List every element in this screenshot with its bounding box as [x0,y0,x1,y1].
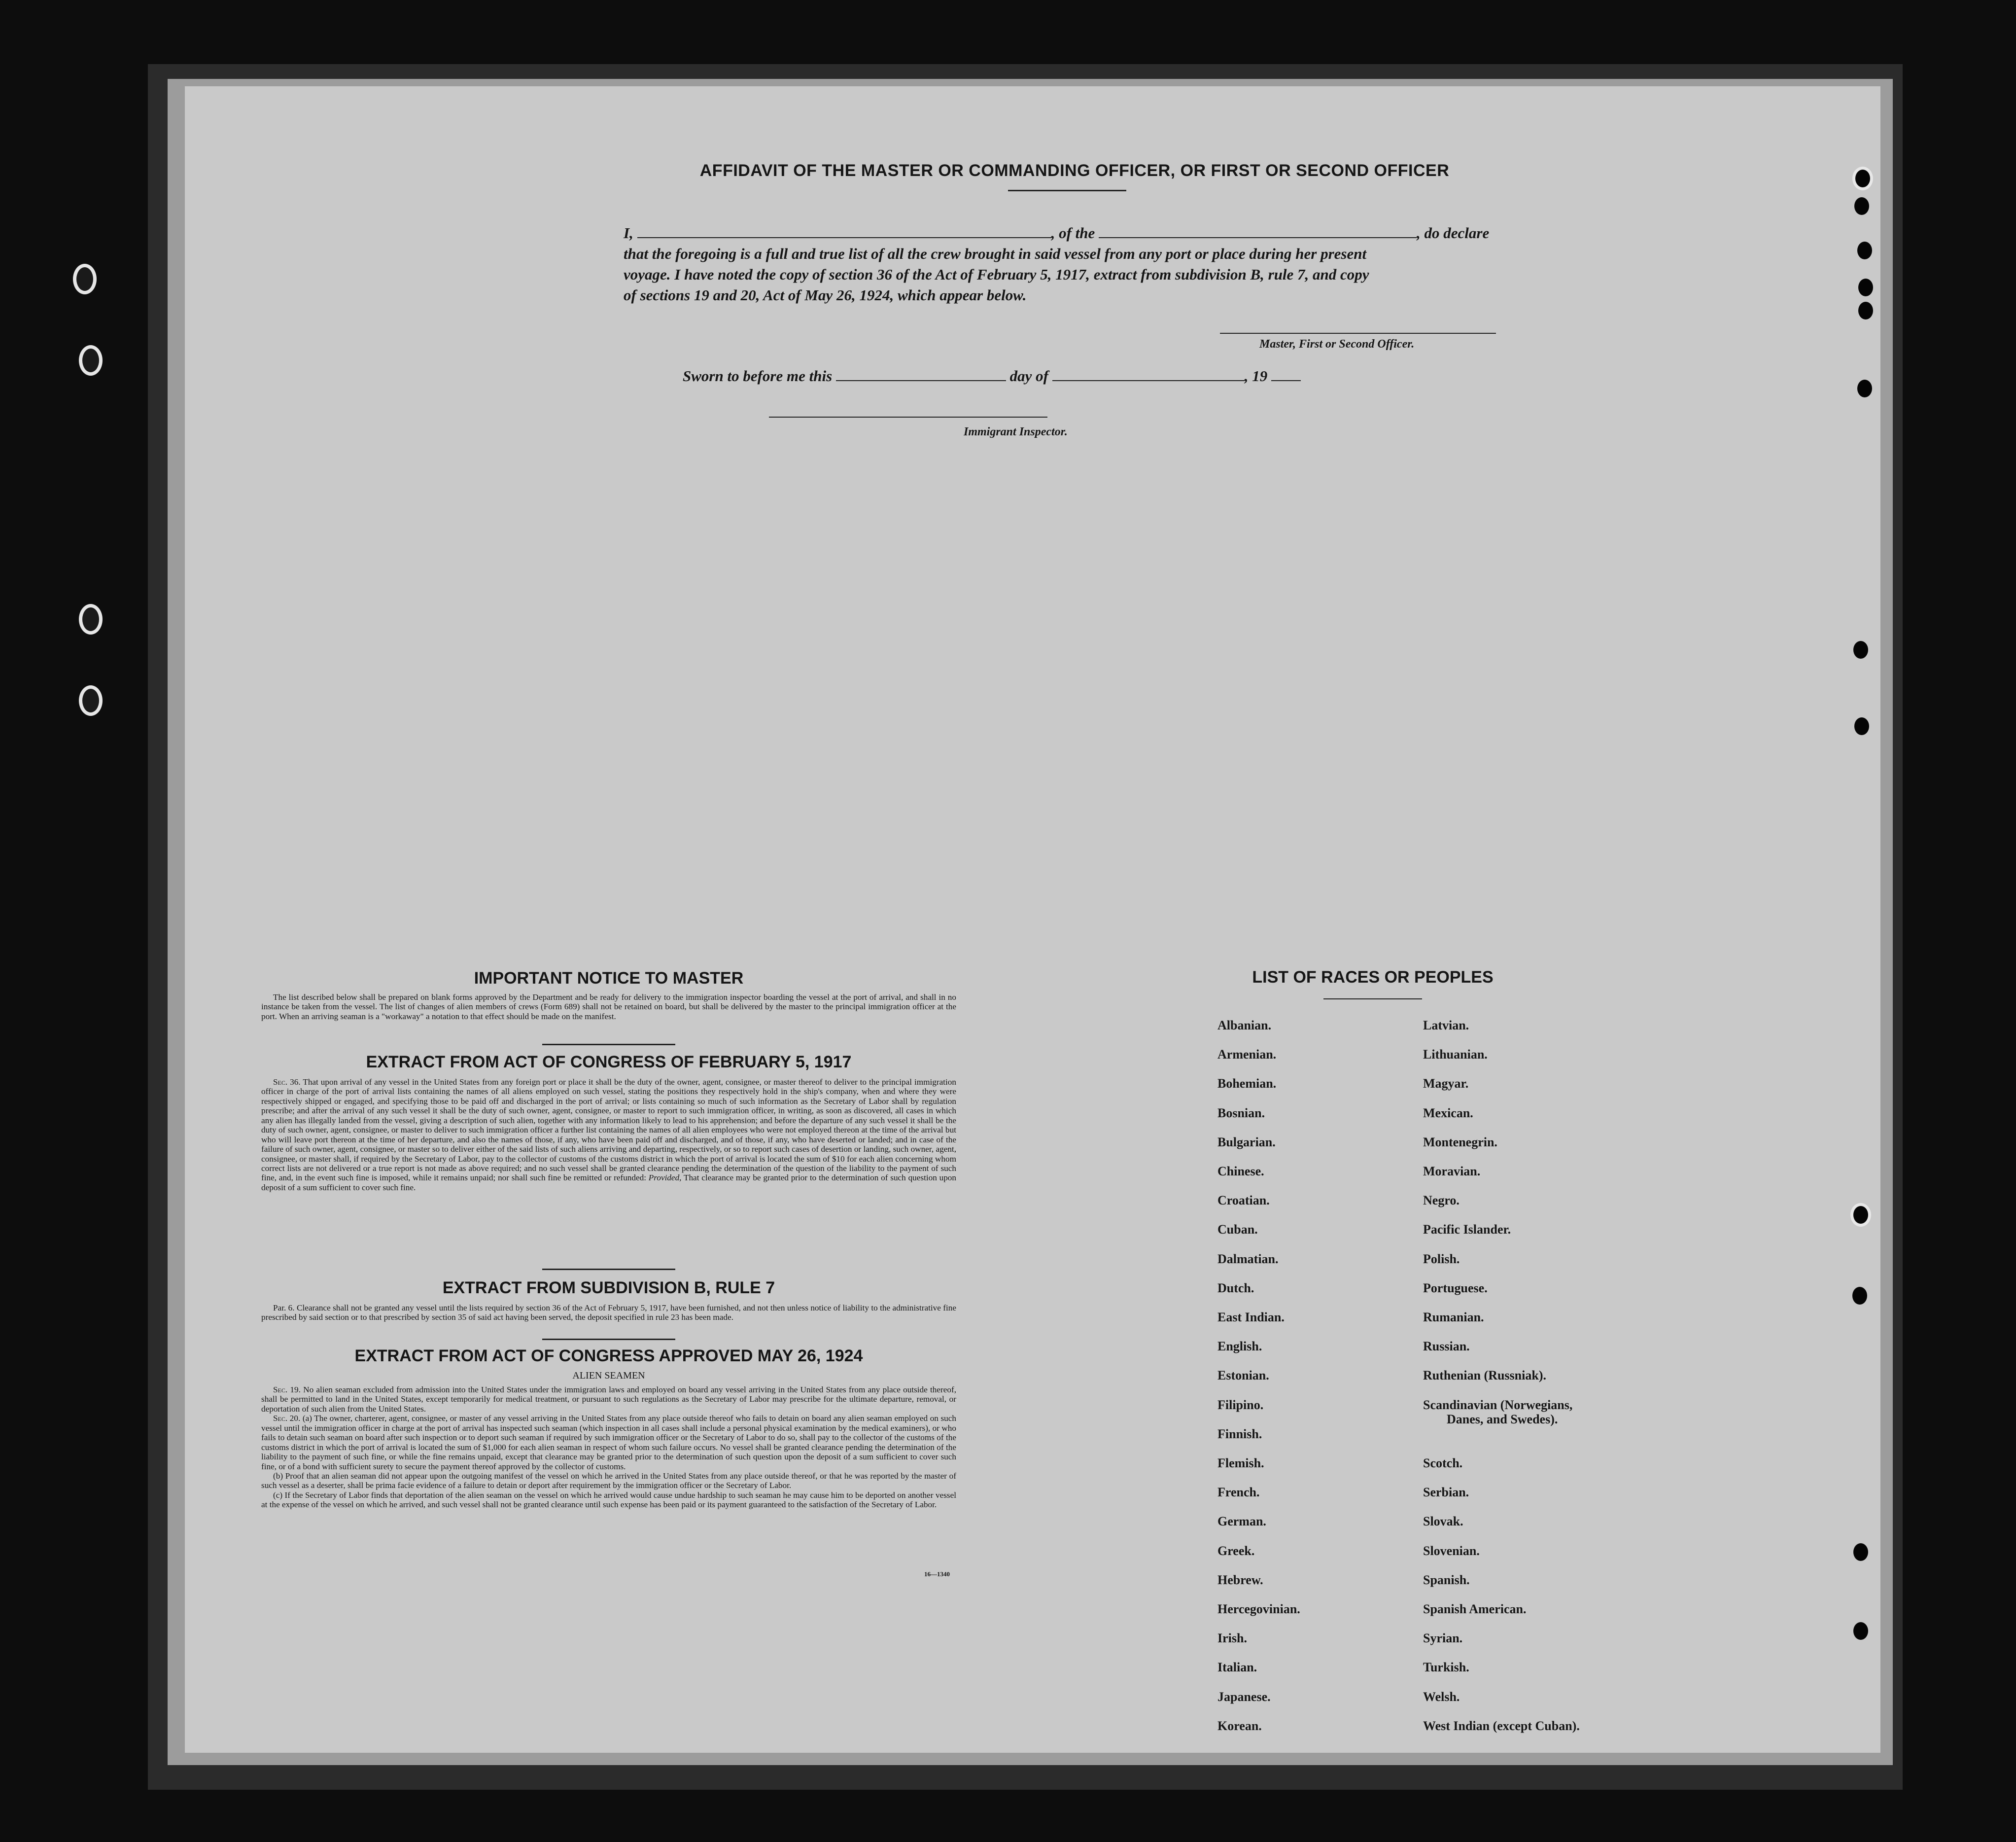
race-item: English. [1217,1339,1262,1354]
punch-hole [1857,242,1872,259]
sworn-text: Sworn to before me this [683,367,833,385]
sec-36-label: Sec. 36. [273,1077,301,1087]
title-rule [1008,190,1126,191]
race-item: Armenian. [1217,1047,1277,1062]
affidavit-line-1 [624,224,1489,242]
rule-7-title: EXTRACT FROM SUBDIVISION B, RULE 7 [442,1278,775,1297]
race-item: Negro. [1423,1193,1460,1208]
race-item: Syrian. [1423,1631,1463,1646]
sworn-day-of: day of [1009,367,1048,385]
race-item: Irish. [1217,1631,1247,1646]
sworn-year-blank [1271,380,1301,381]
affidavit-title: AFFIDAVIT OF THE MASTER OR COMMANDING OFFICER, OR FIRST OR SECOND OFFICER [699,161,1450,180]
race-item: Hebrew. [1217,1572,1263,1587]
affidavit-i: I, [624,224,633,242]
race-item: Bohemian. [1217,1076,1277,1091]
notice-title: IMPORTANT NOTICE TO MASTER [474,969,744,988]
race-item: French. [1217,1485,1260,1500]
inspector-caption: Immigrant Inspector. [964,425,1068,438]
race-item: Flemish. [1217,1456,1264,1470]
race-item: Bulgarian. [1217,1134,1276,1149]
binder-hole [73,264,97,294]
punch-hole [1857,380,1872,397]
punch-hole [1853,1622,1868,1640]
punch-hole [1853,641,1868,659]
sec-36-text: That upon arrival of any vessel in the United States from any foreign port or place it shall be the duty of the owner, agent, consignee, or master thereof to deliver to the principal immigration officer in charge of the port of arrival lists containing the names of all aliens employed on such vessel, stating the positions they respectively hold in the ship's company, when and where they were respectively shipped or engaged, and specifying those to be paid off and discharged in the port of arrival; or lists containing so much of such information as the Secretary of Labor shall by regulation prescribe; and after the arrival of any such vessel it shall be the duty of such owner, agent, consignee, or master to report to such immigration officer, in writing, as soon as discovered, all cases in which any alien has illegally landed from the vessel, giving a description of such alien, together with any information likely to lead to his apprehension; and before the departure of any such vessel it shall be the duty of such owner, agent, consignee, or master to deliver to such immigration officer a further list containing the names of all alien employees who were not employed thereon at the time of the arrival but who will leave port thereon at the time of her departure, and also the names of those, if any, who have been paid off and discharged, and of those, if any, who have deserted or landed; and in case of the failure of such owner, agent, consignee, or master so to deliver either of the said lists of such aliens arriving and departing, respectively, or so to report such cases of desertion or landing, such owner, agent, consignee, or master shall, if required by the Secretary of Labor, pay to the collector of customs of the customs district in which the port of arrival is located the sum of $10 for each alien concerning whom correct lists are not delivered or a true report is not made as above required; and no such vessel shall be granted clearance pending the determination of the question of the liability to the payment of such fine, and, in the event such fine is imposed, while it remains unpaid; nor shall such fine be remitted or refunded: [261,1077,956,1183]
race-item: German. [1217,1514,1266,1529]
sworn-day-blank [836,380,1006,381]
race-item: Korean. [1217,1718,1262,1733]
sec-20b-text: (b) Proof that an alien seaman did not appear upon the outgoing manifest of the vessel on which he arrived in the United States from any place outside thereof, or that he was reported by the master of such vessel as a deserter, shall be prima facie evidence of a failure to detain or deport after requirement by the immigration officer or the Secretary of Labor. [261,1471,956,1490]
race-item: Portuguese. [1423,1280,1488,1295]
vessel-blank [1099,237,1417,238]
extract-1917-text [261,1077,956,1192]
race-item: Turkish. [1423,1660,1469,1675]
extract-1917-title: EXTRACT FROM ACT OF CONGRESS OF FEBRUARY 5, 1917 [366,1053,852,1071]
alien-seamen-subtitle: ALIEN SEAMEN [572,1370,645,1381]
notice-rule [542,1044,675,1045]
race-item: Danes, and Swedes). [1447,1412,1558,1427]
binder-hole [79,685,103,716]
race-item: Spanish. [1423,1572,1470,1587]
race-item: Rumanian. [1423,1310,1484,1324]
rule-7-text [261,1303,956,1322]
rule-7-paragraph: Par. 6. Clearance shall not be granted any vessel until the lists required by section 36 of the Act of February 5, 1917, have been furnished, and not then unless notice of liability to the administrative fine prescribed by said section or to that prescribed by section 35 of said act having been served, the deposit specified in rule 23 has been made. [261,1303,956,1322]
race-item: Ruthenian (Russniak). [1423,1368,1546,1383]
race-item: Serbian. [1423,1485,1469,1500]
race-item: East Indian. [1217,1310,1285,1324]
race-item: Mexican. [1423,1105,1473,1120]
sec-19-label: Sec. 19. [273,1385,301,1394]
race-item: Welsh. [1423,1689,1460,1704]
races-rule [1323,998,1422,999]
sworn-month-blank [1052,380,1245,381]
races-title: LIST OF RACES OR PEOPLES [1252,968,1494,987]
master-caption: Master, First or Second Officer. [1259,338,1415,351]
sec-20a-text: (a) The owner, charterer, agent, consignee, or master of any vessel arriving in the United States from any place outside thereof who fails to detain on board any alien seaman employed on such vessel until the immigration officer in charge at the port of arrival has inspected such seaman (which inspection in all cases shall include a personal physical examination by the medical examiners), or who fails to detain such seaman on board after such inspection or to deport such seaman if required by such immigration officer or the Secretary of Labor to do so, shall pay to the collector of the customs of the customs district in which the port of arrival is located the sum of $1,000 for each alien seaman in respect of whom such failure occurs. No vessel shall be granted clearance pending the determination of the liability to the payment of such fine, or while the fine remains unpaid, except that clearance may be granted prior to the determination of such question upon the deposit of a sum sufficient to cover such fine, or of a bond with sufficient surety to secure the payment thereof approved by the collector of customs. [261,1414,956,1471]
sec-19-text: No alien seaman excluded from admission into the United States under the immigration laws and employed on board any vessel arriving in the United States from any place outside thereof, shall be permitted to land in the United States, except temporarily for medical treatment, or pursuant to such regulations as the Secretary of Labor may prescribe for the ultimate departure, removal, or deportation of such alien from the United States. [261,1385,956,1414]
race-item: Spanish American. [1423,1602,1527,1616]
race-item: Montenegrin. [1423,1134,1497,1149]
race-item: Lithuanian. [1423,1047,1488,1062]
race-item: Dutch. [1217,1280,1254,1295]
race-item: Italian. [1217,1660,1257,1675]
race-item: Slovak. [1423,1514,1463,1529]
sec-20-label: Sec. 20. [273,1414,301,1423]
race-item: Latvian. [1423,1018,1469,1032]
race-item: Moravian. [1423,1164,1481,1178]
form-number: 16—1340 [924,1570,950,1578]
master-signature-line [1220,333,1496,334]
punch-hole [1850,1203,1871,1227]
race-item: Bosnian. [1217,1105,1265,1120]
race-item: Japanese. [1217,1689,1271,1704]
punch-hole [1858,302,1873,319]
name-blank [637,237,1051,238]
binder-hole [79,604,103,635]
affidavit-line-2: that the foregoing is a full and true list of all the crew brought in said vessel from any port or place during her present [624,245,1367,262]
sworn-line [683,367,1301,385]
affidavit-line-4: of sections 19 and 20, Act of May 26, 1924, which appear below. [624,286,1027,304]
sec-36-text-end: That clearance may be granted prior to the determination of such question upon deposit of a sum sufficient to cover such fine. [261,1173,956,1192]
race-item: Russian. [1423,1339,1470,1354]
race-item: Greek. [1217,1543,1255,1558]
race-item: Pacific Islander. [1423,1222,1511,1237]
race-item: Polish. [1423,1251,1460,1266]
race-item: West Indian (except Cuban). [1423,1718,1580,1733]
race-item: Scotch. [1423,1456,1463,1470]
race-item: Scandinavian (Norwegians, [1423,1397,1573,1412]
extract-1924-text [261,1385,956,1510]
rule-7-rule [542,1269,675,1270]
race-item: Croatian. [1217,1193,1270,1208]
punch-hole [1854,717,1869,735]
punch-hole [1853,1543,1868,1561]
race-item: Albanian. [1217,1018,1272,1032]
sec-20c-text: (c) If the Secretary of Labor finds that deportation of the alien seaman on the vessel on which he arrived would cause undue hardship to such seaman he may cause him to be deported on another vessel at the expense of the vessel on which he arrived, and such vessel shall not be granted clearance until such expense has been paid or its payment guaranteed to the satisfaction of the Secretary of Labor. [261,1490,956,1510]
race-item: Cuban. [1217,1222,1258,1237]
race-item: Hercegovinian. [1217,1602,1300,1616]
notice-paragraph: The list described below shall be prepared on blank forms approved by the Department and be ready for delivery to the immigration inspector boarding the vessel at the port of arrival, and shall in no instance be taken from the vessel. The list of changes of alien members of crews (Form 689) shall not be retained on board, but shall be delivered by the master to the principal immigration officer at the port. When an arriving seaman is a "workaway" a notation to that effect should be made on the manifest. [261,992,956,1021]
punch-hole [1858,279,1873,296]
race-item: Dalmatian. [1217,1251,1279,1266]
extract-1924-title: EXTRACT FROM ACT OF CONGRESS APPROVED MAY 26, 1924 [354,1346,863,1365]
punch-hole [1852,1287,1867,1305]
affidavit-declare: , do declare [1417,224,1490,242]
punch-hole [1852,167,1873,190]
race-item: Slovenian. [1423,1543,1480,1558]
race-item: Filipino. [1217,1397,1264,1412]
inspector-signature-line [769,417,1047,418]
manifest-page [185,86,1880,1753]
affidavit-line-3: voyage. I have noted the copy of section 36 of the Act of February 5, 1917, extract from subdivision B, rule 7, and copy [624,266,1369,283]
sworn-year: , 19 [1244,367,1268,385]
race-item: Estonian. [1217,1368,1269,1383]
binder-hole [79,345,103,376]
race-item: Magyar. [1423,1076,1469,1091]
affidavit-of-the: , of the [1051,224,1095,242]
notice-text [261,992,956,1021]
act-1924-rule [542,1339,675,1340]
race-item: Finnish. [1217,1426,1262,1441]
punch-hole [1854,197,1869,215]
provided-word: Provided, [648,1173,682,1183]
race-item: Chinese. [1217,1164,1264,1178]
